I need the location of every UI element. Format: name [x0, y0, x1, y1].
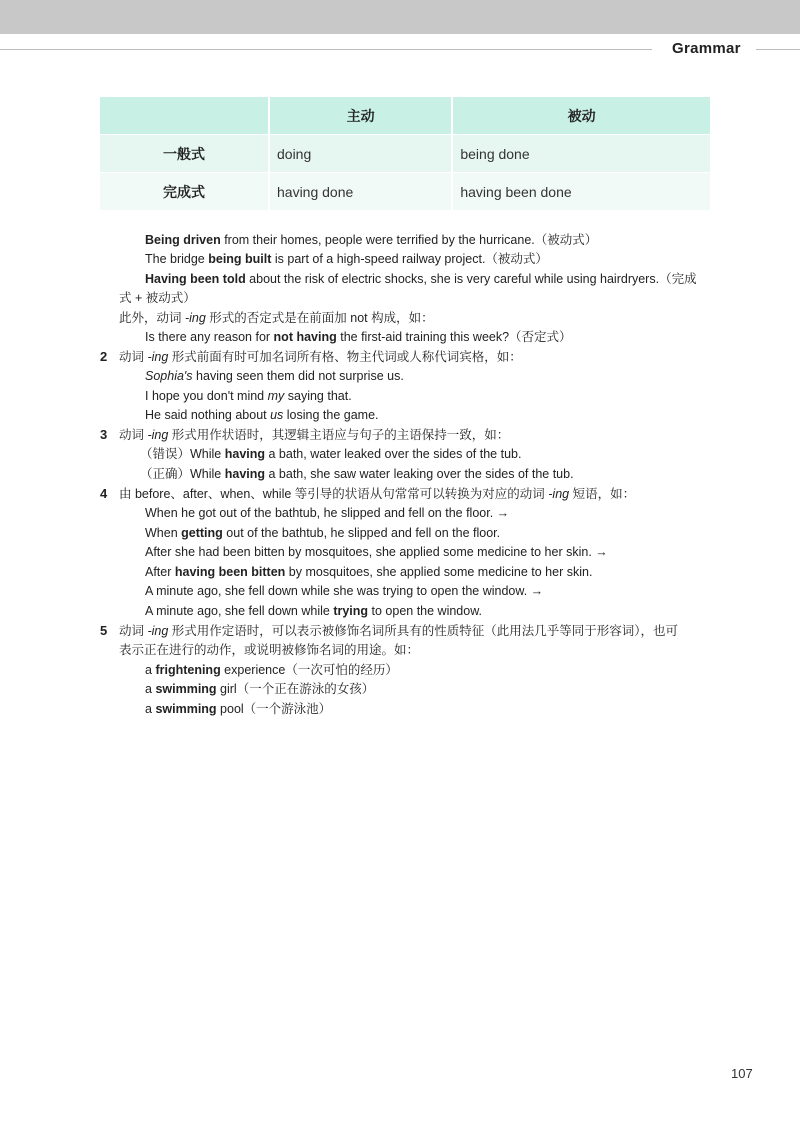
- section-title: Grammar: [672, 40, 741, 57]
- header-passive: 被动: [451, 97, 710, 134]
- example-sentence: When getting out of the bathtub, he slipped and fell on the floor.: [145, 526, 501, 540]
- forms-table: [100, 97, 710, 210]
- example-sentence: （正确）While having a bath, she saw water leaking over the sides of the tub.: [140, 467, 574, 481]
- row-label: 完成式: [100, 172, 268, 210]
- point-number: 4: [100, 486, 108, 501]
- example-sentence: After she had been bitten by mosquitoes, she applied some medicine to her skin. →: [145, 545, 608, 559]
- row-label: 一般式: [100, 134, 268, 172]
- rule-text: 动词 -ing 形式用作定语时，可以表示被修饰名词所具有的性质特征（此用法几乎等同于形容词），也可: [119, 624, 679, 638]
- example-sentence: After having been bitten by mosquitoes, she applied some medicine to her skin.: [145, 565, 593, 579]
- example-sentence: Sophia's having seen them did not surprise us.: [145, 369, 404, 383]
- table-corner-cell: [100, 97, 268, 134]
- cell-passive: having been done: [451, 172, 710, 210]
- example-phrase: a swimming girl（一个正在游泳的女孩）: [145, 682, 375, 696]
- example-sentence: A minute ago, she fell down while she was trying to open the window. →: [145, 584, 544, 598]
- example-sentence: A minute ago, she fell down while trying to open the window.: [145, 604, 483, 618]
- rule-text: 动词 -ing 形式用作状语时，其逻辑主语应与句子的主语保持一致，如：: [119, 428, 510, 442]
- rule-text: 动词 -ing 形式前面有时可加名词所有格、物主代词或人称代词宾格，如：: [119, 350, 522, 364]
- rule-text: 由 before、after、when、while 等引导的状语从句常常可以转换为对应的动词 -ing 短语，如：: [119, 487, 636, 501]
- table-header-row: [100, 97, 710, 134]
- example-sentence: The bridge being built is part of a high-speed railway project.（被动式）: [145, 252, 548, 266]
- cell-active: doing: [268, 134, 451, 172]
- example-sentence: When he got out of the bathtub, he slipped and fell on the floor. →: [145, 506, 510, 520]
- header-active: 主动: [268, 97, 451, 134]
- cell-active: having done: [268, 172, 451, 210]
- example-sentence: （错误）While having a bath, water leaked over the sides of the tub.: [140, 447, 522, 461]
- explanation-text: 此外，动词 -ing 形式的否定式是在前面加 not 构成，如：: [119, 311, 434, 325]
- header-rule-left: [0, 49, 652, 50]
- example-sentence: I hope you don't mind my saying that.: [145, 389, 352, 403]
- example-phrase: a frightening experience（一次可怕的经历）: [145, 663, 398, 677]
- top-bar: [0, 0, 800, 34]
- example-sentence: 式 + 被动式）: [119, 291, 196, 305]
- page-number: 107: [731, 1066, 753, 1081]
- point-number: 2: [100, 349, 108, 364]
- example-sentence: Is there any reason for not having the first-aid training this week?（否定式）: [145, 330, 572, 344]
- header-rule-right: [756, 49, 800, 50]
- example-phrase: a swimming pool（一个游泳池）: [145, 702, 332, 716]
- cell-passive: being done: [451, 134, 710, 172]
- point-number: 3: [100, 427, 108, 442]
- example-sentence: Being driven from their homes, people were terrified by the hurricane.（被动式）: [145, 233, 598, 247]
- example-sentence: He said nothing about us losing the game.: [145, 408, 379, 422]
- table-row: [100, 134, 710, 172]
- rule-text: 表示正在进行的动作，或说明被修饰名词的用途。如：: [119, 643, 420, 657]
- table-row: [100, 172, 710, 210]
- point-number: 5: [100, 623, 108, 638]
- example-sentence: Having been told about the risk of electric shocks, she is very careful while using hairdryers.（完成: [145, 272, 697, 286]
